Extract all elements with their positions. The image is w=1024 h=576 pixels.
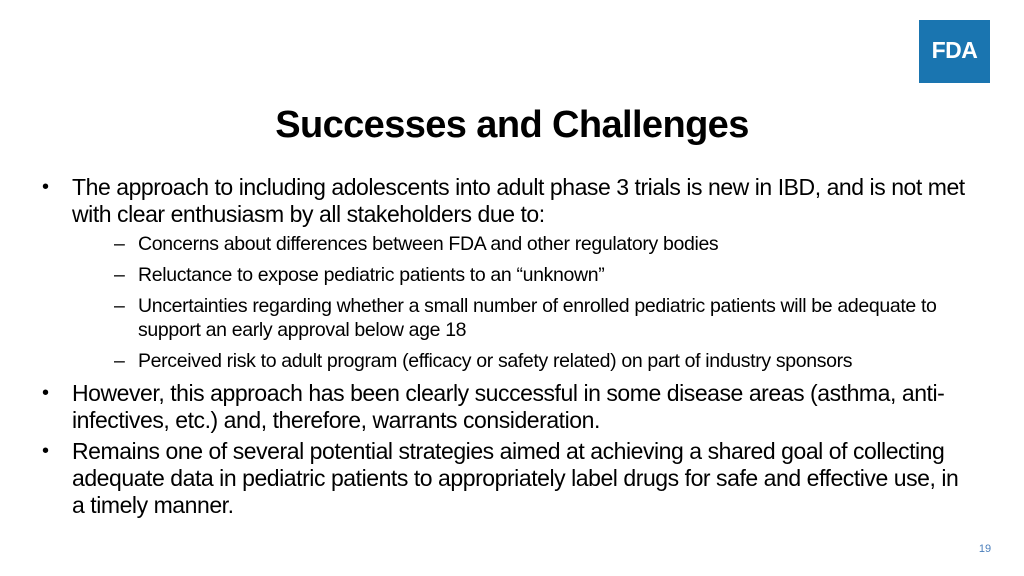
sub-bullet-item-3	[72, 294, 975, 342]
sub-bullet-text: Perceived risk to adult program (efficacy or safety related) on part of industry sponsors	[138, 350, 853, 372]
bullet-text: Remains one of several potential strategies aimed at achieving a shared goal of collecting adequate data in pediatric patients to appropriately label drugs for safe and effective use, in a timely manner.	[72, 438, 959, 518]
dash-marker-icon: –	[114, 264, 125, 286]
bullet-item-1	[40, 174, 975, 373]
bullet-item-2	[40, 380, 975, 434]
bullet-item-3	[40, 438, 975, 519]
dash-marker-icon: –	[114, 233, 125, 255]
sub-bullet-list	[72, 232, 975, 373]
bullet-text: The approach to including adolescents into adult phase 3 trials is new in IBD, and is not met with clear enthusiasm by all stakeholders due to:	[72, 174, 965, 227]
sub-bullet-text: Uncertainties regarding whether a small number of enrolled pediatric patients will be adequate to support an early approval below age 18	[138, 295, 937, 341]
fda-logo	[919, 20, 990, 83]
sub-bullet-text: Concerns about differences between FDA and other regulatory bodies	[138, 233, 719, 255]
fda-logo-text: FDA	[931, 37, 978, 63]
bullet-text: However, this approach has been clearly successful in some disease areas (asthma, anti-infectives, etc.) and, therefore, warrants consideration.	[72, 380, 945, 433]
slide-number: 19	[978, 543, 992, 555]
slide-title: Successes and Challenges	[275, 104, 749, 146]
sub-bullet-item-2	[72, 263, 975, 287]
sub-bullet-item-1	[72, 232, 975, 256]
bullet-marker-icon: •	[42, 382, 49, 404]
bullet-marker-icon: •	[42, 176, 49, 198]
sub-bullet-text: Reluctance to expose pediatric patients to an “unknown”	[138, 264, 605, 286]
dash-marker-icon: –	[114, 295, 125, 317]
sub-bullet-item-4	[72, 349, 975, 373]
bullet-list	[40, 174, 975, 523]
bullet-marker-icon: •	[42, 440, 49, 462]
dash-marker-icon: –	[114, 350, 125, 372]
